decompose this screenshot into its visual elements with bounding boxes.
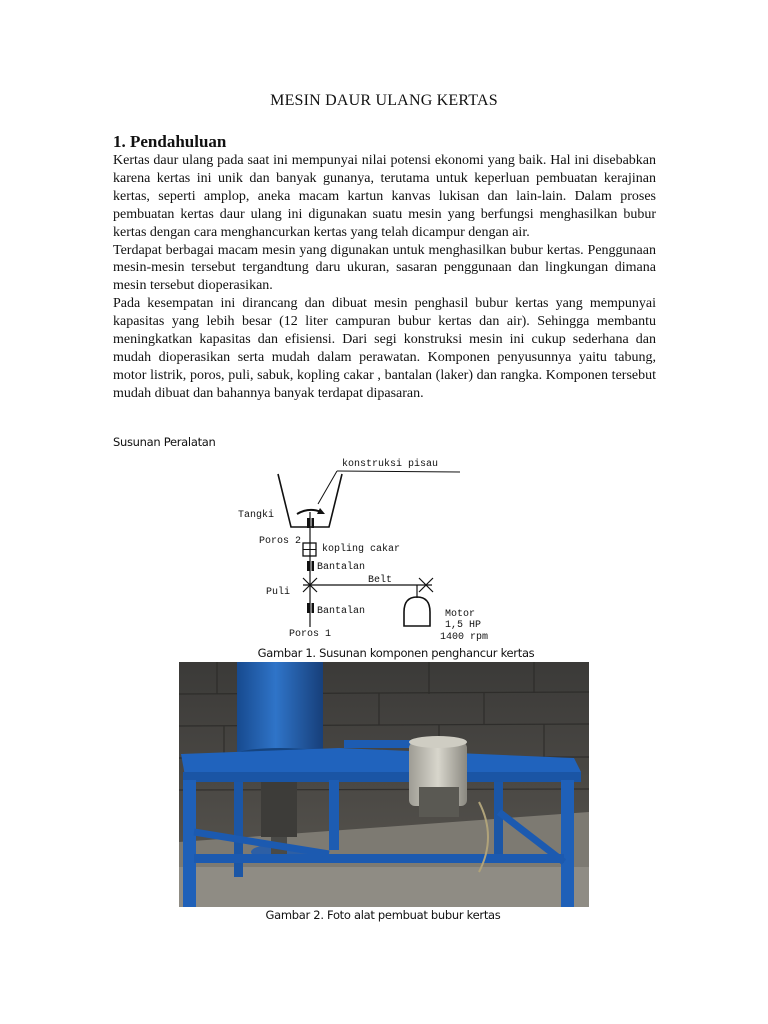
paragraph-1: Kertas daur ulang pada saat ini mempunyai nilai potensi ekonomi yang baik. Hal ini disebabkan karena kertas ini unik dan banyak gunanya, terutama untuk keperluan pembuatan kerajinan kertas, seperti amplop, aneka macam kartun kanvas lukisan dan lain-lain. Dalam proses pembuatan kertas daur ulang ini digunakan suatu mesin yang berfungsi menghasilkan bubur kertas dengan cara menghancurkan kertas yang telah dicampur dengan air. [113,153,656,240]
figure-2-caption: Gambar 2. Foto alat pembuat bubur kertas [265,908,501,922]
label-poros-1: Poros 1 [289,629,332,640]
label-bantalan-top: Bantalan [317,562,366,573]
label-puli: Puli [266,587,291,598]
paragraph-3: Pada kesempatan ini dirancang dan dibuat mesin penghasil bubur kertas yang mempunyai kapasitas yang lebih besar (12 liter campuran bubur kertas dan air). Sehingga membantu meningkatkan kapasitas dan efisiensi. Dari segi konstruksi mesin ini cukup sederhana dan mudah dioperasikan serta mudah dalam perawatan. Komponen penyusunnya yaitu tabung, motor listrik, poros, puli, sabuk, kopling cakar , bantalan (laker) dan rangka. Komponen tersebut mudah dibuat dan bahannya banyak terdapat dipasaran. [113,296,656,401]
machine-photo [179,662,589,907]
tank-tube [237,662,323,754]
label-belt: Belt [368,575,393,586]
label-kopling-cakar: kopling cakar [322,544,401,555]
document-title: MESIN DAUR ULANG KERTAS [270,92,498,109]
label-konstruksi-pisau: konstruksi pisau [342,459,439,470]
section-heading: 1. Pendahuluan [113,132,227,151]
component-diagram [225,452,525,647]
label-motor-power: 1,5 HP [445,620,482,631]
paragraph-2: Terdapat berbagai macam mesin yang digunakan untuk menghasilkan bubur kertas. Penggunaan mesin-mesin tersebut tergandtung daru ukuran, sasaran penggunaan dan lingkungan dimana mesin tersebut dioperasikan. [113,242,656,294]
label-motor: Motor [445,609,476,620]
label-tangki: Tangki [238,510,275,521]
label-bantalan-bottom: Bantalan [317,606,366,617]
figure-1-caption: Gambar 1. Susunan komponen penghancur kertas [257,646,535,660]
subsection-label: Susunan Peralatan [113,435,216,449]
label-motor-rpm: 1400 rpm [440,632,489,643]
motor-shape [404,597,430,626]
label-poros-2: Poros 2 [259,536,302,547]
body-text [113,152,656,403]
